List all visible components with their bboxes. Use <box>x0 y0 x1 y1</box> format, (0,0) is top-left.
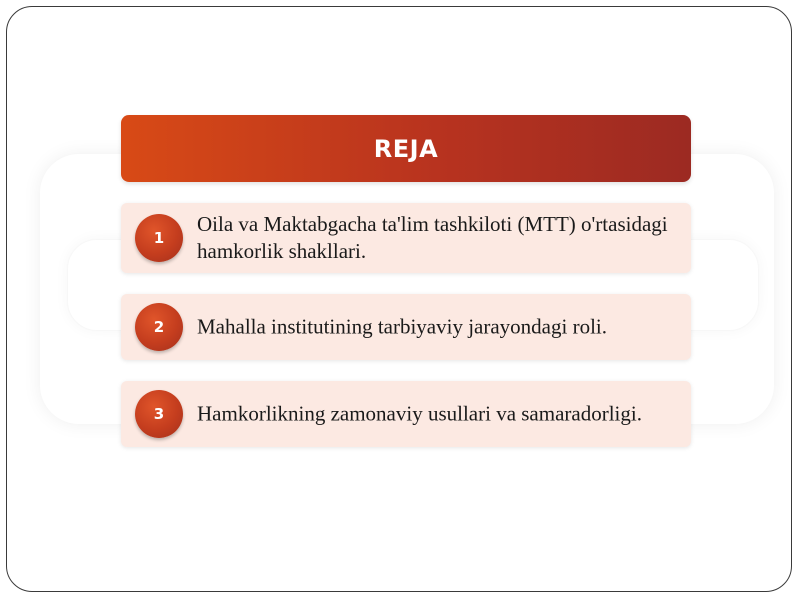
slide-title: REJA <box>373 134 439 163</box>
number-badge-label: 3 <box>153 405 165 423</box>
slide <box>6 6 792 592</box>
agenda-item-2 <box>121 294 691 360</box>
agenda-item-1 <box>121 203 691 273</box>
agenda-item-text: Hamkorlikning zamonaviy usullari va samaradorligi. <box>197 401 642 426</box>
number-badge <box>135 303 183 351</box>
title-banner <box>121 115 691 182</box>
number-badge-label: 2 <box>153 318 165 336</box>
number-badge <box>135 214 183 262</box>
agenda-item-text: Oila va Maktabgacha ta'lim tashkiloti (MTT) o'rtasidagi hamkorlik shakllari. <box>197 212 668 263</box>
number-badge <box>135 390 183 438</box>
number-badge-label: 1 <box>153 229 165 247</box>
agenda-item-3 <box>121 381 691 447</box>
agenda-item-text: Mahalla institutining tarbiyaviy jarayondagi roli. <box>197 314 607 339</box>
